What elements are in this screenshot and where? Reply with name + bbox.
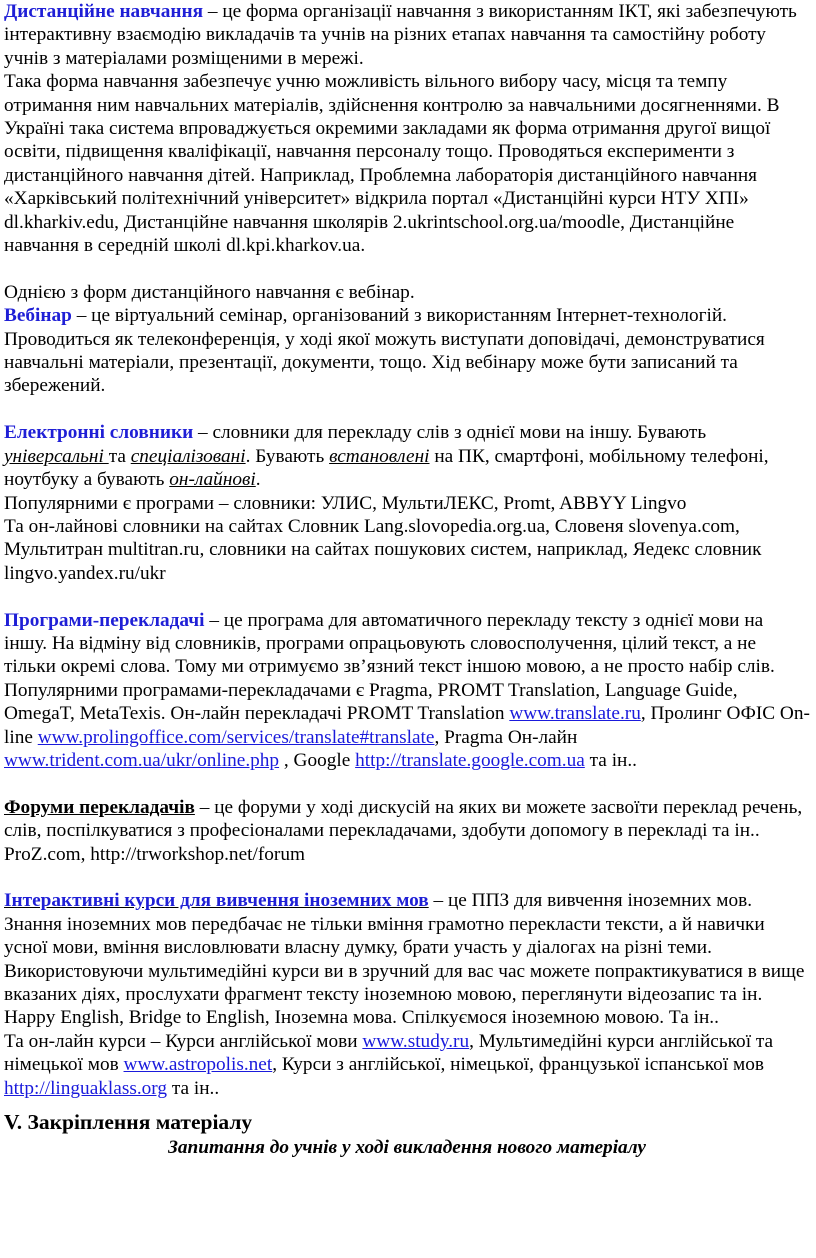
spacer [4, 866, 810, 889]
definition-webinar: – це віртуальний семінар, організований з використанням Інтернет-технологій. Проводиться як телеконференція, у ході якої можуть виступати доповідачі, демонструватися навчальні матеріали, презентації, документи, тощо. Хід вебінару може бути записаний та збережений. [4, 305, 765, 397]
term-courses: Інтерактивні курси для вивчення іноземних мов [4, 890, 429, 912]
word-online: он-лайнові [169, 469, 256, 491]
spacer [4, 257, 810, 280]
definition-dictionaries: – словники для перекладу слів з однієї мови на іншу. Бувають [193, 422, 707, 444]
definition-forums: – це форуми у ході дискусій на яких ви можете засвоїти переклад речень, слів, поспілкуватися з професіоналами перекладачами, здобути допомогу в перекладі та ін.. ProZ.com, http://trworkshop.net/forum [4, 796, 803, 865]
word-specialized: спеціалізовані [130, 445, 246, 467]
paragraph-forums [4, 796, 810, 866]
text-fragment: . Бувають [245, 445, 330, 467]
text-fragment: . [255, 469, 261, 491]
word-installed: встановлені [329, 445, 430, 467]
text-fragment: , Курси з англійської, німецької, французької іспанської мов [272, 1054, 764, 1076]
section-subheading: Запитання до учнів у ході викладення нового матеріалу [168, 1137, 646, 1159]
paragraph-distance-details: Така форма навчання забезпечує учню можливість вільного вибору часу, місця та темпу отримання ним навчальних матеріалів, здійснення контролю за навчальними досягненнями. В Україні така система впроваджується окремими закладами як форма отримання другої вищої освіти, підвищення кваліфікації, навчання персоналу тощо. Проводяться експерименти з дистанційного навчання дітей. Наприклад, Проблемна лабораторія дистанційного навчання «Харківський політехнічний університет» відкрила портал «Дистанційні курси НТУ ХПІ» dl.kharkiv.edu, Дистанційне навчання школярів 2.ukrintschool.org.ua/moodle, Дистанційне навчання в середній школі dl.kpi.kharkov.ua. [4, 71, 780, 257]
paragraph-dictionaries [4, 421, 810, 491]
term-webinar: Вебінар [4, 305, 72, 327]
word-universal: універсальні [4, 445, 109, 467]
link-trident[interactable]: www.trident.com.ua/ukr/online.php [4, 749, 280, 771]
paragraph-online-courses [4, 1030, 810, 1100]
link-google-translate[interactable]: http://translate.google.com.ua [355, 749, 585, 771]
text-fragment: , Pragma Он-лайн [434, 726, 578, 748]
link-translate-ru[interactable]: www.translate.ru [509, 703, 641, 725]
link-study-ru[interactable]: www.study.ru [362, 1030, 470, 1052]
text-fragment: та [108, 445, 131, 467]
link-astropolis[interactable]: www.astropolis.net [123, 1054, 273, 1076]
term-dictionaries: Електронні словники [4, 422, 194, 444]
text-fragment: на ПК, смартфоні, мобільному телефоні, ноутбуку а бувають [4, 445, 769, 491]
term-translators: Програми-перекладачі [4, 609, 205, 631]
paragraph-online-dictionaries: Та он-лайнові словники на сайтах Словник Lang.slovopedia.org.ua, Словеня slovenya.com, Мультитран multitran.ru, словники на сайтах пошукових систем, наприклад, Яедекс словник lingvo.yandex.ru/ukr [4, 515, 762, 584]
text-fragment: та ін.. [584, 749, 638, 771]
definition-distance-learning: – це форма організації навчання з використанням ІКТ, які забезпечують інтерактивну взаємодію викладачів та учнів на різних етапах навчання та самостійну роботу учнів з матеріалами розміщеними в мережі. [4, 1, 797, 69]
text-fragment: Та он-лайн курси – Курси англійської мови [4, 1030, 363, 1052]
text-fragment: та ін.. [167, 1077, 220, 1099]
text-fragment: , Google [279, 749, 356, 771]
paragraph-webinar [4, 304, 810, 398]
spacer [4, 772, 810, 795]
term-forums: Форуми перекладачів [4, 796, 195, 818]
spacer [4, 398, 810, 421]
term-distance-learning: Дистанційне навчання [4, 1, 204, 22]
paragraph-dictionary-programs: Популярними є програми – словники: УЛИС, МультиЛЕКС, Promt, ABBYY Lingvo [4, 492, 687, 514]
link-prolingoffice[interactable]: www.prolingoffice.com/services/translate#translate [37, 726, 435, 748]
paragraph-translators [4, 609, 810, 773]
text-fragment: , Мультимедійні курси англійської та німецької мов [4, 1030, 774, 1076]
paragraph-course-titles: Happy English, Bridge to English, Іноземна мова. Спілкуємося іноземною мовою. Та ін.. [4, 1007, 719, 1029]
section-heading: V. Закріплення матеріалу [4, 1110, 253, 1135]
paragraph-distance-learning [4, 0, 810, 70]
paragraph-courses [4, 889, 810, 1006]
definition-translators: – це програма для автоматичного перекладу тексту з однієї мови на іншу. На відміну від словників, програми опрацьовують словосполучення, цілий текст, а не тільки окремі слова. Тому ми отримуємо зв’язний текст іншою мовою, а не просто набір слів. Популярними програмами-перекладачами є Pragma, PROMT Translation, Language Guide, OmegaT, MetaTexis. Он-лайн перекладачі PROMT Translation [4, 609, 775, 725]
definition-courses: – це ППЗ для вивчення іноземних мов. Знання іноземних мов передбачає не тільки вміння грамотно перекласти тексти, а й навички усної мови, вміння висловлювати власну думку, брати участь у діалогах на різні теми. Використовуючи мультимедійні курси ви в зручний для вас час можете попрактикуватися в вище вказаних діях, прослухати фрагмент тексту іноземною мовою, переглянути відеозапис та ін. [4, 890, 805, 1005]
text-fragment: , Пролинг ОФІС On-line [4, 703, 810, 748]
link-linguaklass[interactable]: http://linguaklass.org [4, 1077, 167, 1099]
spacer [4, 585, 810, 608]
paragraph-webinar-intro: Однією з форм дистанційного навчання є вебінар. [4, 281, 415, 303]
